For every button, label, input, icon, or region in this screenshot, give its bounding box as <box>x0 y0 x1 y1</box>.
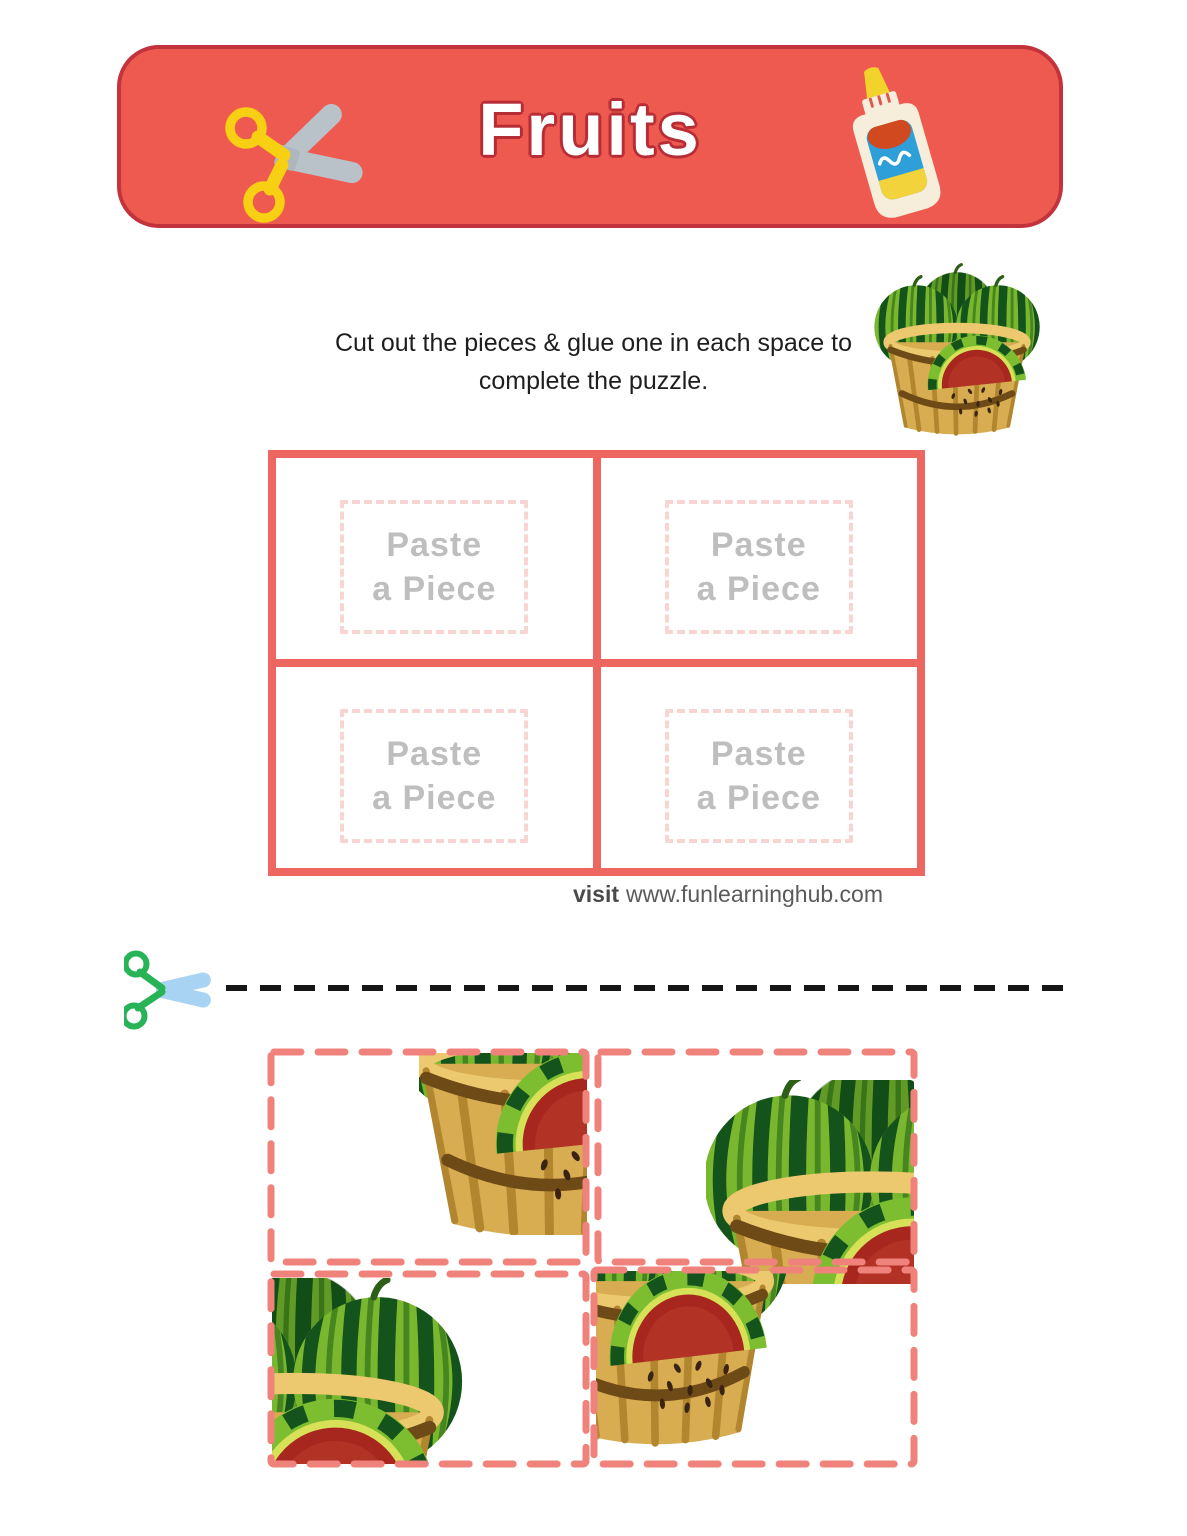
puzzle-grid <box>268 450 925 876</box>
page-title: Fruits <box>478 88 702 171</box>
paste-label-line2: a Piece <box>372 570 497 608</box>
visit-label: visit <box>572 881 620 907</box>
puzzle-piece-cell-1 <box>267 1048 590 1266</box>
grid-cell-3 <box>276 667 593 868</box>
paste-placeholder <box>665 709 853 843</box>
footer-visit <box>573 881 883 908</box>
paste-label-line1: Paste <box>710 735 807 773</box>
puzzle-piece-cell-3 <box>267 1270 590 1468</box>
paste-label-line2: a Piece <box>696 779 821 817</box>
paste-label-line1: Paste <box>710 526 807 564</box>
puzzle-piece-cell-2 <box>594 1048 918 1266</box>
dashed-cut-line <box>226 985 1074 991</box>
instruction-line-1: Cut out the pieces & glue one in each space to <box>334 329 853 357</box>
paste-label-line2: a Piece <box>696 570 821 608</box>
piece-dashed-border <box>590 1266 918 1468</box>
scissors-cut-icon <box>124 946 220 1034</box>
glue-bottle-icon <box>818 51 963 230</box>
paste-placeholder <box>340 709 528 843</box>
piece-dashed-border <box>594 1048 918 1266</box>
watermelon-basket-illustration <box>862 250 1052 442</box>
paste-label-line1: Paste <box>386 526 483 564</box>
paste-placeholder <box>665 500 853 634</box>
grid-cell-4 <box>601 667 918 868</box>
paste-label-line2: a Piece <box>372 779 497 817</box>
paste-label-line1: Paste <box>386 735 483 773</box>
grid-cell-1 <box>276 458 593 659</box>
paste-placeholder <box>340 500 528 634</box>
instruction-line-2: complete the puzzle. <box>478 367 709 395</box>
site-url: www.funlearninghub.com <box>626 881 884 907</box>
header-banner <box>117 45 1063 228</box>
piece-dashed-border <box>267 1270 590 1468</box>
piece-dashed-border <box>267 1048 590 1266</box>
puzzle-piece-cell-4 <box>590 1266 918 1468</box>
grid-cell-2 <box>601 458 918 659</box>
